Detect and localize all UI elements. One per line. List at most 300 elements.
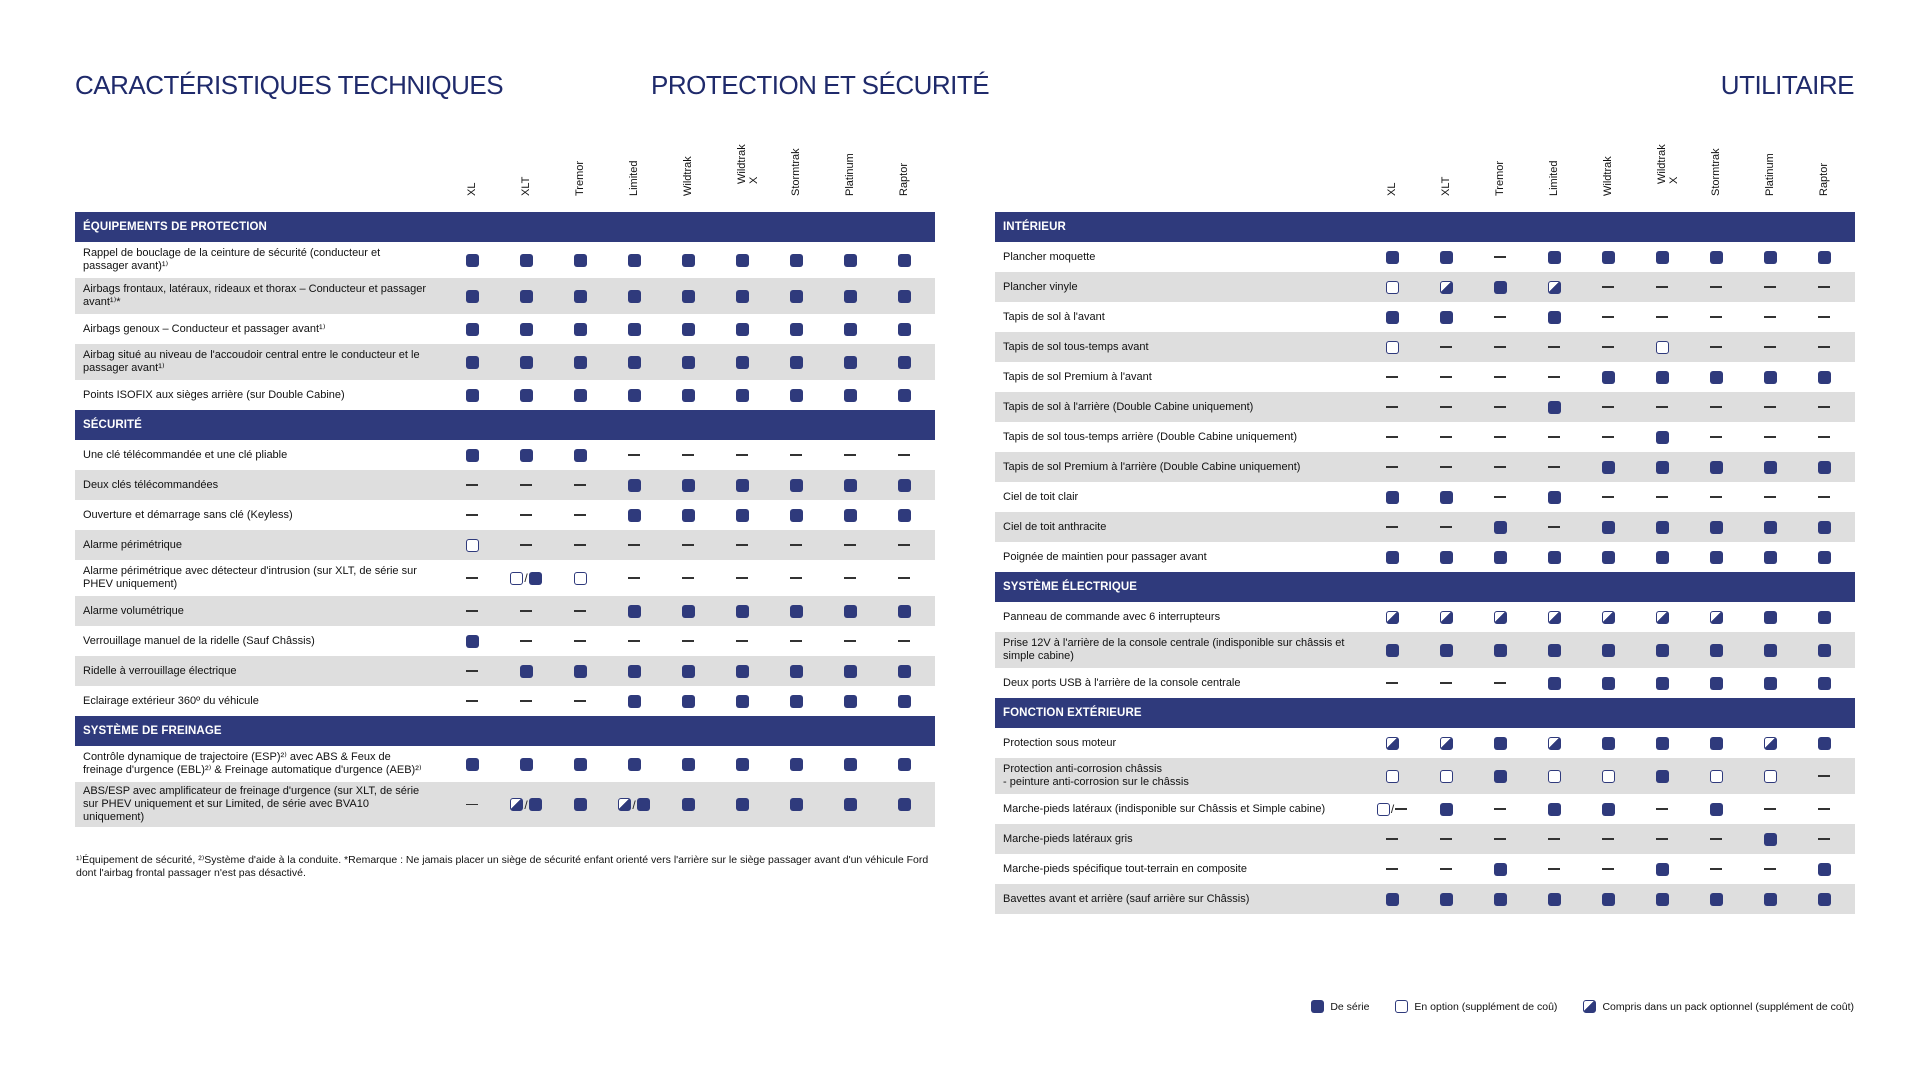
standard-square-icon	[520, 758, 533, 771]
row-values	[1365, 758, 1851, 794]
value-cell	[1419, 794, 1473, 824]
dash-icon	[1710, 286, 1722, 288]
value-cell	[1635, 542, 1689, 572]
standard-square-icon	[1602, 461, 1615, 474]
standard-square-icon	[628, 323, 641, 336]
value-cell	[1473, 452, 1527, 482]
standard-square-icon	[1602, 893, 1615, 906]
value-cell	[1797, 302, 1851, 332]
value-cell	[1527, 272, 1581, 302]
option-square-icon	[1548, 770, 1561, 783]
row-values	[1365, 332, 1851, 362]
value-cell	[877, 686, 931, 716]
value-cell	[445, 440, 499, 470]
value-cell	[499, 560, 553, 596]
table-row	[995, 602, 1855, 632]
standard-square-icon	[1764, 833, 1777, 846]
value-cell	[1743, 332, 1797, 362]
standard-square-icon	[898, 605, 911, 618]
value-cell	[1581, 632, 1635, 668]
row-label: Ouverture et démarrage sans clé (Keyless)	[83, 508, 293, 521]
option-square-icon	[1386, 281, 1399, 294]
value-cell	[715, 656, 769, 686]
value-cell	[1419, 422, 1473, 452]
dash-icon	[1602, 868, 1614, 870]
value-cell	[769, 746, 823, 782]
row-label: Tapis de sol à l'avant	[1003, 310, 1105, 323]
option-square-icon	[1440, 770, 1453, 783]
standard-square-icon	[844, 758, 857, 771]
dash-icon	[1548, 838, 1560, 840]
value-cell	[1635, 302, 1689, 332]
standard-square-icon	[466, 758, 479, 771]
standard-square-icon	[844, 695, 857, 708]
dash-icon	[1494, 466, 1506, 468]
table-row	[995, 362, 1855, 392]
value-cell	[1797, 242, 1851, 272]
row-values	[445, 278, 931, 314]
standard-square-icon	[574, 356, 587, 369]
standard-square-icon	[790, 290, 803, 303]
value-cell	[1365, 632, 1419, 668]
row-values	[1365, 794, 1851, 824]
value-cell	[769, 596, 823, 626]
footnote: ¹⁾Équipement de sécurité, ²⁾Système d'aide à la conduite. *Remarque : Ne jamais placer un siège de sécurité enfant orienté vers l'arrière sur le siège passager avant d'un véhicule Ford dont l'airbag frontal passager n'est pas désactivé.	[76, 854, 929, 879]
standard-square-icon	[1386, 251, 1399, 264]
dash-icon	[898, 544, 910, 546]
value-cell	[661, 746, 715, 782]
standard-square-icon	[637, 798, 650, 811]
dash-icon	[1494, 376, 1506, 378]
dash-icon	[1818, 406, 1830, 408]
dash-icon	[682, 577, 694, 579]
value-cell	[1365, 422, 1419, 452]
value-cell	[1419, 854, 1473, 884]
standard-square-icon	[1818, 893, 1831, 906]
value-cell	[553, 596, 607, 626]
column-header-label: XLT	[1440, 176, 1452, 196]
value-cell	[1689, 668, 1743, 698]
option-square-icon	[510, 572, 523, 585]
standard-square-icon	[1311, 1000, 1324, 1013]
standard-square-icon	[844, 254, 857, 267]
dash-icon	[1764, 346, 1776, 348]
value-cell	[1365, 668, 1419, 698]
value-cell	[607, 500, 661, 530]
standard-square-icon	[898, 798, 911, 811]
value-cell	[877, 530, 931, 560]
value-cell	[1797, 332, 1851, 362]
value-cell	[607, 242, 661, 278]
value-cell	[1419, 482, 1473, 512]
value-cell	[769, 278, 823, 314]
standard-square-icon	[898, 665, 911, 678]
column-header-label: Stormtrak	[1710, 148, 1722, 196]
table-row	[75, 500, 935, 530]
value-cell	[877, 626, 931, 656]
value-cell	[1419, 272, 1473, 302]
standard-square-icon	[466, 323, 479, 336]
value-cell	[1689, 632, 1743, 668]
value-cell	[553, 278, 607, 314]
value-cell	[1743, 512, 1797, 542]
standard-square-icon	[1818, 371, 1831, 384]
row-values	[1365, 668, 1851, 698]
row-values	[1365, 884, 1851, 914]
value-cell	[1635, 824, 1689, 854]
value-cell	[823, 686, 877, 716]
value-cell	[1689, 242, 1743, 272]
table-row	[995, 542, 1855, 572]
standard-square-icon	[790, 389, 803, 402]
standard-square-icon	[682, 389, 695, 402]
column-header	[1527, 136, 1581, 208]
standard-square-icon	[898, 389, 911, 402]
value-cell	[1473, 542, 1527, 572]
standard-square-icon	[898, 290, 911, 303]
row-values	[445, 746, 931, 782]
value-cell	[877, 278, 931, 314]
row-label: Marche-pieds spécifique tout-terrain en composite	[1003, 862, 1247, 875]
pack-square-icon	[1440, 281, 1453, 294]
dash-icon	[1494, 496, 1506, 498]
value-cell	[445, 656, 499, 686]
value-cell	[1743, 242, 1797, 272]
value-cell	[1689, 602, 1743, 632]
value-cell	[1689, 512, 1743, 542]
standard-square-icon	[520, 389, 533, 402]
dash-icon	[1494, 256, 1506, 258]
dash-icon	[574, 610, 586, 612]
value-cell	[1689, 452, 1743, 482]
value-cell	[607, 746, 661, 782]
standard-square-icon	[1548, 803, 1561, 816]
value-cell	[553, 314, 607, 344]
standard-square-icon	[520, 323, 533, 336]
value-cell	[1689, 422, 1743, 452]
standard-square-icon	[1602, 677, 1615, 690]
dash-icon	[1818, 775, 1830, 777]
value-cell	[1797, 632, 1851, 668]
value-cell	[823, 470, 877, 500]
value-cell	[769, 560, 823, 596]
row-label: Protection anti-corrosion châssis - peinture anti-corrosion sur le châssis	[1003, 763, 1189, 788]
standard-square-icon	[1656, 770, 1669, 783]
row-label: Plancher vinyle	[1003, 280, 1078, 293]
row-values	[1365, 602, 1851, 632]
value-cell	[1473, 422, 1527, 452]
table-row	[75, 380, 935, 410]
standard-square-icon	[682, 254, 695, 267]
value-cell	[1581, 242, 1635, 272]
standard-square-icon	[574, 758, 587, 771]
standard-square-icon	[736, 605, 749, 618]
value-cell	[1743, 854, 1797, 884]
standard-square-icon	[1440, 251, 1453, 264]
row-values	[1365, 512, 1851, 542]
value-cell	[877, 596, 931, 626]
table-row	[75, 746, 935, 782]
standard-square-icon	[1764, 521, 1777, 534]
row-values	[1365, 542, 1851, 572]
value-cell	[1473, 824, 1527, 854]
value-cell	[715, 782, 769, 827]
value-cell	[1689, 302, 1743, 332]
table-row	[75, 242, 935, 278]
column-headers	[75, 140, 935, 212]
standard-square-icon	[790, 356, 803, 369]
column-header	[661, 136, 715, 208]
standard-square-icon	[1494, 737, 1507, 750]
dash-icon	[736, 640, 748, 642]
value-cell	[1473, 332, 1527, 362]
row-values	[1365, 392, 1851, 422]
value-cell	[1797, 272, 1851, 302]
value-cell	[823, 656, 877, 686]
value-cell	[715, 560, 769, 596]
value-cell	[607, 314, 661, 344]
value-cell	[823, 440, 877, 470]
legend-pack-label: Compris dans un pack optionnel (supplément de coût)	[1602, 1000, 1854, 1013]
standard-square-icon	[574, 323, 587, 336]
standard-square-icon	[1440, 311, 1453, 324]
value-cell	[1635, 668, 1689, 698]
dash-icon	[1764, 406, 1776, 408]
row-values	[1365, 482, 1851, 512]
standard-square-icon	[1764, 371, 1777, 384]
standard-square-icon	[898, 323, 911, 336]
value-cell	[661, 560, 715, 596]
standard-square-icon	[1656, 371, 1669, 384]
value-cell	[1743, 884, 1797, 914]
table-row	[995, 794, 1855, 824]
value-cell	[499, 746, 553, 782]
value-cell	[1635, 884, 1689, 914]
slash-separator: /	[1390, 802, 1395, 816]
standard-square-icon	[1710, 461, 1723, 474]
section-header: SYSTÈME ÉLECTRIQUE	[995, 572, 1855, 602]
standard-square-icon	[682, 509, 695, 522]
column-header	[499, 136, 553, 208]
dash-icon	[520, 700, 532, 702]
dash-icon	[1494, 808, 1506, 810]
row-label: Tapis de sol Premium à l'arrière (Double Cabine uniquement)	[1003, 460, 1301, 473]
value-cell	[715, 242, 769, 278]
value-cell	[1581, 668, 1635, 698]
dash-icon	[1818, 346, 1830, 348]
value-cell	[823, 560, 877, 596]
dash-icon	[1386, 526, 1398, 528]
dash-icon	[1602, 286, 1614, 288]
row-label: Tapis de sol à l'arrière (Double Cabine uniquement)	[1003, 400, 1254, 413]
row-values	[1365, 242, 1851, 272]
pack-square-icon	[1386, 611, 1399, 624]
option-square-icon	[1656, 341, 1669, 354]
pack-square-icon	[1440, 611, 1453, 624]
row-label: Airbag situé au niveau de l'accoudoir central entre le conducteur et le passager avant¹⁾	[83, 349, 420, 374]
section-header: FONCTION EXTÉRIEURE	[995, 698, 1855, 728]
dash-icon	[1602, 406, 1614, 408]
dash-icon	[682, 454, 694, 456]
standard-square-icon	[628, 758, 641, 771]
row-label: Tapis de sol Premium à l'avant	[1003, 370, 1152, 383]
dash-icon	[1656, 316, 1668, 318]
table-row	[995, 512, 1855, 542]
value-cell	[769, 530, 823, 560]
value-cell	[553, 746, 607, 782]
standard-square-icon	[1548, 644, 1561, 657]
legend-standard	[1311, 1000, 1369, 1013]
row-values	[445, 626, 931, 656]
column-header	[1797, 136, 1851, 208]
standard-square-icon	[529, 798, 542, 811]
value-cell	[1419, 332, 1473, 362]
standard-square-icon	[1602, 251, 1615, 264]
value-cell	[1419, 824, 1473, 854]
dash-icon	[1386, 406, 1398, 408]
title-protection: PROTECTION ET SÉCURITÉ	[651, 70, 990, 100]
dash-icon	[1386, 466, 1398, 468]
dash-icon	[1764, 496, 1776, 498]
standard-square-icon	[844, 356, 857, 369]
dash-icon	[1440, 526, 1452, 528]
pack-square-icon	[1440, 737, 1453, 750]
standard-square-icon	[736, 323, 749, 336]
value-cell	[1365, 758, 1419, 794]
legend-option	[1395, 1000, 1557, 1013]
value-cell	[1581, 758, 1635, 794]
standard-square-icon	[736, 479, 749, 492]
value-cell	[661, 530, 715, 560]
standard-square-icon	[682, 798, 695, 811]
dash-icon	[844, 544, 856, 546]
value-cell	[715, 596, 769, 626]
dash-icon	[1494, 316, 1506, 318]
standard-square-icon	[1656, 431, 1669, 444]
standard-square-icon	[1818, 863, 1831, 876]
dash-icon	[736, 577, 748, 579]
value-cell	[661, 344, 715, 380]
dash-icon	[1440, 436, 1452, 438]
value-cell	[607, 470, 661, 500]
standard-square-icon	[574, 290, 587, 303]
value-cell	[553, 560, 607, 596]
standard-square-icon	[1386, 644, 1399, 657]
standard-square-icon	[1602, 644, 1615, 657]
dash-icon	[1386, 838, 1398, 840]
value-cell	[1635, 242, 1689, 272]
standard-square-icon	[1440, 644, 1453, 657]
standard-square-icon	[1602, 371, 1615, 384]
standard-square-icon	[466, 356, 479, 369]
dash-icon	[1764, 868, 1776, 870]
dash-icon	[1440, 682, 1452, 684]
dash-icon	[1656, 808, 1668, 810]
value-cell	[715, 626, 769, 656]
dash-icon	[628, 544, 640, 546]
column-header	[1743, 136, 1797, 208]
section-header: SYSTÈME DE FREINAGE	[75, 716, 935, 746]
standard-square-icon	[520, 254, 533, 267]
value-cell	[1743, 302, 1797, 332]
row-label: Deux clés télécommandées	[83, 478, 219, 491]
value-cell	[823, 530, 877, 560]
row-label: Alarme volumétrique	[83, 604, 184, 617]
column-header-label: Wildtrak	[682, 156, 694, 196]
value-cell	[1743, 482, 1797, 512]
standard-square-icon	[1710, 737, 1723, 750]
value-cell	[715, 746, 769, 782]
dash-icon	[466, 484, 478, 486]
value-cell	[1473, 602, 1527, 632]
dash-icon	[1710, 406, 1722, 408]
dash-icon	[1386, 868, 1398, 870]
row-label: Contrôle dynamique de trajectoire (ESP)²⁾ avec ABS & Feux de freinage d'urgence (EBL)²⁾ & Freinage automatique d'urgence (AEB)²⁾	[83, 751, 422, 776]
value-cell	[1689, 794, 1743, 824]
standard-square-icon	[736, 695, 749, 708]
standard-square-icon	[1494, 551, 1507, 564]
dash-icon	[844, 640, 856, 642]
standard-square-icon	[1710, 893, 1723, 906]
dash-icon	[1818, 496, 1830, 498]
column-header	[1473, 136, 1527, 208]
dash-icon	[1548, 346, 1560, 348]
dash-icon	[574, 514, 586, 516]
dash-icon	[1764, 316, 1776, 318]
dash-icon	[682, 544, 694, 546]
value-cell	[499, 278, 553, 314]
table-row	[75, 626, 935, 656]
standard-square-icon	[844, 509, 857, 522]
standard-square-icon	[466, 449, 479, 462]
value-cell	[1419, 512, 1473, 542]
value-cell	[1365, 884, 1419, 914]
standard-square-icon	[1656, 737, 1669, 750]
row-label: Bavettes avant et arrière (sauf arrière sur Châssis)	[1003, 892, 1250, 905]
value-cell	[661, 278, 715, 314]
value-cell	[1581, 272, 1635, 302]
dash-icon	[1548, 436, 1560, 438]
dash-icon	[520, 610, 532, 612]
dash-icon	[466, 610, 478, 612]
value-cell	[877, 440, 931, 470]
value-cell	[715, 440, 769, 470]
pack-square-icon	[1548, 611, 1561, 624]
standard-square-icon	[1764, 893, 1777, 906]
table-row	[75, 470, 935, 500]
dash-icon	[1710, 868, 1722, 870]
value-cell	[1473, 242, 1527, 272]
standard-square-icon	[1494, 281, 1507, 294]
value-cell	[1797, 728, 1851, 758]
table-row	[75, 656, 935, 686]
table-row	[995, 758, 1855, 794]
standard-square-icon	[682, 356, 695, 369]
value-cell	[661, 626, 715, 656]
standard-square-icon	[1764, 644, 1777, 657]
standard-square-icon	[1602, 737, 1615, 750]
value-cell	[445, 596, 499, 626]
value-cell	[1527, 452, 1581, 482]
standard-square-icon	[1818, 644, 1831, 657]
dash-icon	[1710, 496, 1722, 498]
dash-icon	[1602, 496, 1614, 498]
standard-square-icon	[1548, 311, 1561, 324]
standard-square-icon	[1386, 551, 1399, 564]
value-cell	[1797, 392, 1851, 422]
row-values	[1365, 272, 1851, 302]
value-cell	[715, 344, 769, 380]
